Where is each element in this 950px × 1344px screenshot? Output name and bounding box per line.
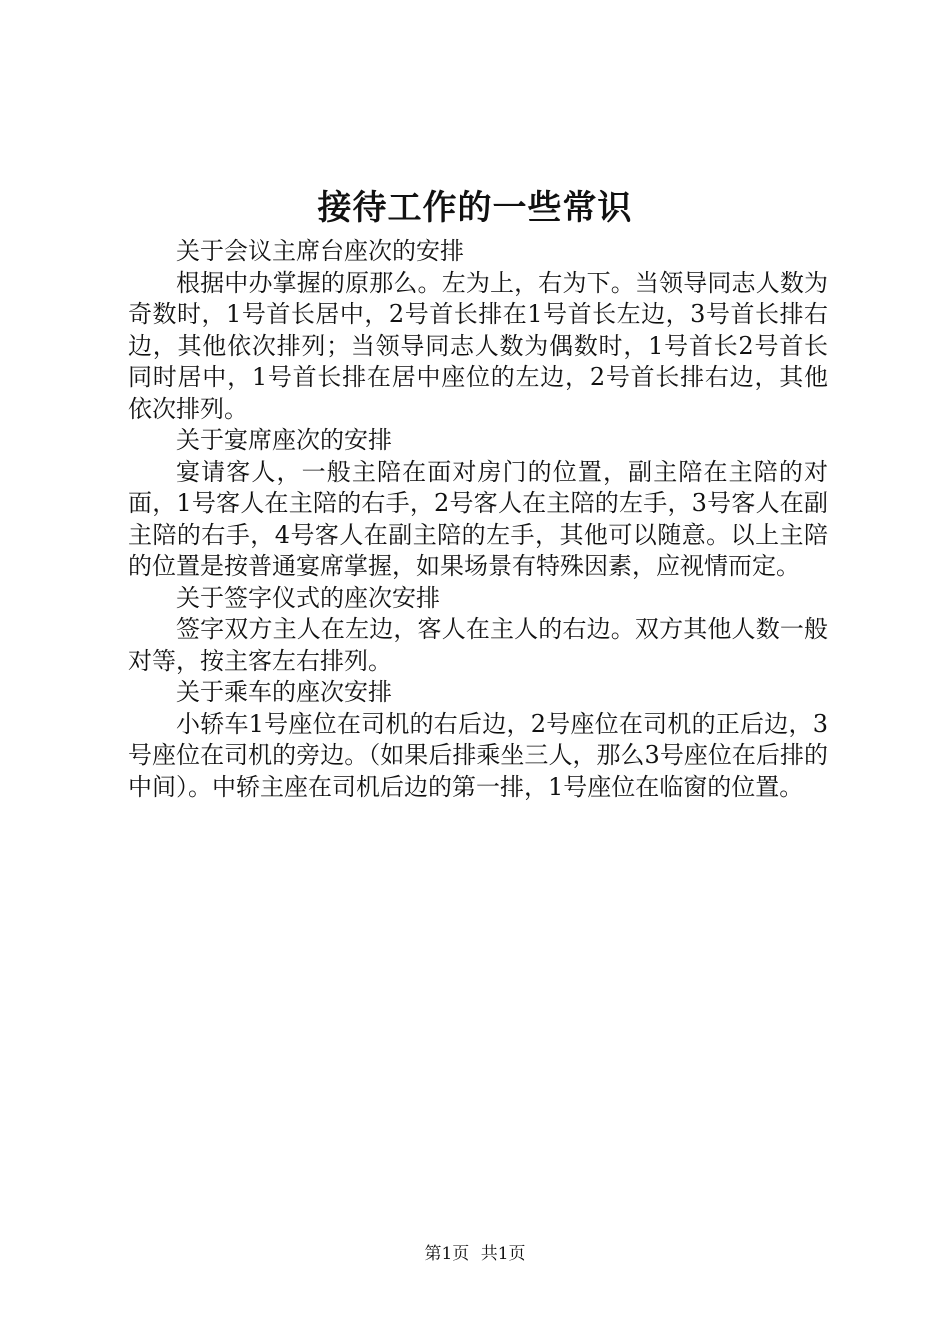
document-title: 接待工作的一些常识 — [317, 188, 633, 228]
document-body — [128, 236, 828, 803]
page-total: 共1页 — [480, 1244, 526, 1264]
section-heading: 关于乘车的座次安排 — [176, 678, 392, 706]
section-heading: 关于签字仪式的座次安排 — [176, 583, 440, 612]
paragraph: 签字双方主人在左边，客人在主人的右边。双方其他人数一般对等，按主客左右排列。 — [128, 615, 828, 675]
section-heading: 关于宴席座次的安排 — [176, 426, 392, 454]
paragraph: 宴请客人，一般主陪在面对房门的位置，副主陪在主陪的对面，1号客人在主陪的右手，2号客人在主陪的左手，3号客人在副主陪的右手，4号客人在副主陪的左手，其他可以随意。以上主陪的位置是按普通宴席掌握，如果场景有特殊因素，应视情而定。 — [128, 457, 828, 580]
paragraph: 小轿车1号座位在司机的右后边，2号座位在司机的正后边，3号座位在司机的旁边。（如果后排乘坐三人，那么3号座位在后排的中间）。中轿主座在司机后边的第一排，1号座位在临窗的位置。 — [128, 709, 828, 801]
page-footer — [0, 1242, 950, 1266]
page-number: 第1页 — [424, 1244, 470, 1264]
paragraph: 根据中办掌握的原那么。左为上，右为下。当领导同志人数为奇数时，1号首长居中，2号首长排在1号首长左边，3号首长排右边，其他依次排列；当领导同志人数为偶数时，1号首长2号首长同时居中，1号首长排在居中座位的左边，2号首长排右边，其他依次排列。 — [128, 268, 828, 423]
section-heading: 关于会议主席台座次的安排 — [176, 237, 464, 265]
